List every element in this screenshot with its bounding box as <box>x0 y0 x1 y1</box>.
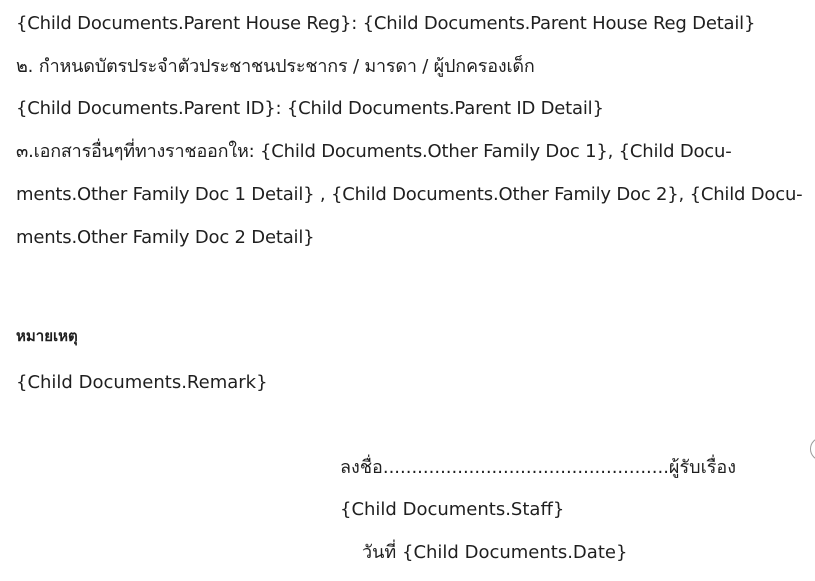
remark-value: {Child Documents.Remark} <box>16 372 268 393</box>
other-docs-line-3: ments.Other Family Doc 2 Detail} <box>16 227 315 248</box>
parent-id-line: {Child Documents.Parent ID}: {Child Documents.Parent ID Detail} <box>16 98 604 119</box>
remark-title: หมายเหตุ <box>16 327 78 345</box>
staff-field: {Child Documents.Staff} <box>340 499 565 520</box>
date-field: วันที่ {Child Documents.Date} <box>362 542 628 563</box>
parent-house-reg-line: {Child Documents.Parent House Reg}: {Child Documents.Parent House Reg Detail} <box>16 13 756 34</box>
other-docs-line-1: ๓.เอกสารอื่นๆที่ทางราชออกให: {Child Documents.Other Family Doc 1}, {Child Docu- <box>16 141 732 162</box>
comment-marker-icon[interactable] <box>810 437 815 461</box>
other-docs-line-2: ments.Other Family Doc 1 Detail} , {Child Documents.Other Family Doc 2}, {Child Docu- <box>16 184 803 205</box>
parent-id-heading: ๒. กำหนดบัตรประจำตัวประชาชนประชากร / มารดา / ผู้ปกครองเด็ก <box>16 56 535 77</box>
signature-line: ลงชื่อ..................................................ผู้รับเรื่อง <box>340 457 736 478</box>
